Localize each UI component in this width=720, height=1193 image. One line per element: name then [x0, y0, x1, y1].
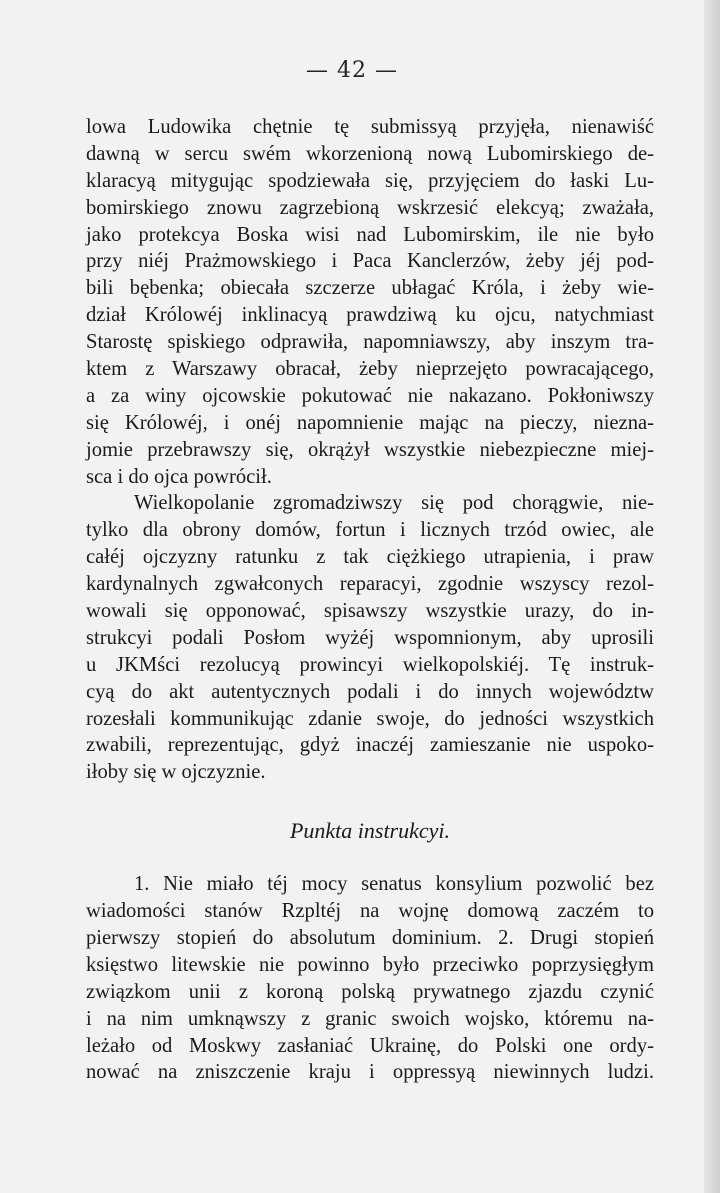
- page-edge-shadow: [704, 0, 720, 1193]
- text-line: dział Królowéj inklinacyą prawdziwą ku ojcu, natychmiast: [86, 304, 654, 327]
- text-line: jako protekcya Boska wisi nad Lubomirskim, ile nie było: [86, 223, 654, 246]
- text-line: 1. Nie miało téj mocy senatus konsylium pozwolić bez: [134, 873, 654, 896]
- text-line: bomirskiego znowu zagrzebioną wskrzesić elekcyą; zważała,: [86, 196, 654, 219]
- paragraph-1: [86, 114, 654, 490]
- text-line: lowa Ludowika chętnie tę submissyą przyjęła, nienawiść: [86, 116, 654, 138]
- text-line: rozesłali kommunikując zdanie swoje, do jedności wszystkich: [86, 707, 654, 730]
- page-number-header: — 42 —: [306, 58, 398, 83]
- text-line: związkom unii z koroną polską prywatnego zjazdu czynić: [86, 980, 654, 1003]
- text-line: i na nim umknąwszy z granic swoich wojsko, któremu na-: [86, 1007, 654, 1030]
- text-line: pierwszy stopień do absolutum dominium. 2. Drugi stopień: [86, 926, 654, 949]
- paragraph-2: [86, 490, 654, 786]
- text-line: kardynalnych zgwałconych reparacyi, zgodnie wszyscy rezol-: [86, 573, 654, 596]
- text-line: klaracyą mitygując spodziewała się, przyjęciem do łaski Lu-: [86, 169, 654, 192]
- text-line: Starostę spiskiego odprawiła, napomniawszy, aby inszym tra-: [86, 331, 654, 354]
- paragraph-3: [86, 871, 654, 1086]
- section-heading: Punkta instrukcyi.: [289, 818, 451, 844]
- text-line: tylko dla obrony domów, fortun i licznych trzód owiec, ale: [86, 519, 654, 542]
- text-line: przy niéj Prażmowskiego i Paca Kanclerzów, żeby jéj pod-: [86, 250, 654, 273]
- text-line: Wielkopolanie zgromadziwszy się pod chorągwie, nie-: [134, 492, 654, 515]
- text-line: strukcyi podali Posłom wyżéj wspomnionym, aby uprosili: [86, 626, 654, 649]
- text-line: leżało od Moskwy zasłaniać Ukrainę, do Polski one ordy-: [86, 1034, 654, 1057]
- text-line: dawną w sercu swém wkorzenioną nową Lubomirskiego de-: [86, 142, 654, 165]
- text-line: sca i do ojca powrócił.: [86, 465, 272, 488]
- text-line: bili bębenka; obiecała szczerze ubłagać Króla, i żeby wie-: [86, 277, 654, 300]
- text-line: księstwo litewskie nie powinno było przeciwko poprzysięgłym: [86, 953, 654, 976]
- text-line: a za winy ojcowskie pokutować nie nakazano. Pokłoniwszy: [86, 384, 654, 407]
- text-line: cyą do akt autentycznych podali i do innych województw: [86, 680, 654, 703]
- body-text: [86, 114, 654, 1086]
- text-line: całéj ojczyzny ratunku z tak ciężkiego utrapienia, i praw: [86, 546, 654, 569]
- text-line: zwabili, reprezentując, gdyż inaczéj zamieszanie nie uspoko-: [86, 734, 654, 757]
- text-line: jomie przebrawszy się, okrążył wszystkie niebezpieczne miej-: [86, 438, 654, 461]
- text-line: się Królowéj, i onéj napomnienie mając na pieczy, niezna-: [86, 411, 654, 434]
- text-line: u JKMści rezolucyą prowincyi wielkopolskiéj. Tę instruk-: [86, 653, 654, 676]
- text-line: nować na zniszczenie kraju i oppressyą niewinnych ludzi.: [86, 1061, 654, 1084]
- text-line: wiadomości stanów Rzpltéj na wojnę domową zaczém to: [86, 900, 654, 923]
- text-line: wowali się opponować, spisawszy wszystkie urazy, do in-: [86, 600, 654, 623]
- text-line: iłoby się w ojczyznie.: [86, 761, 266, 784]
- text-line: ktem z Warszawy obracał, żeby nieprzejęto powracającego,: [86, 358, 654, 381]
